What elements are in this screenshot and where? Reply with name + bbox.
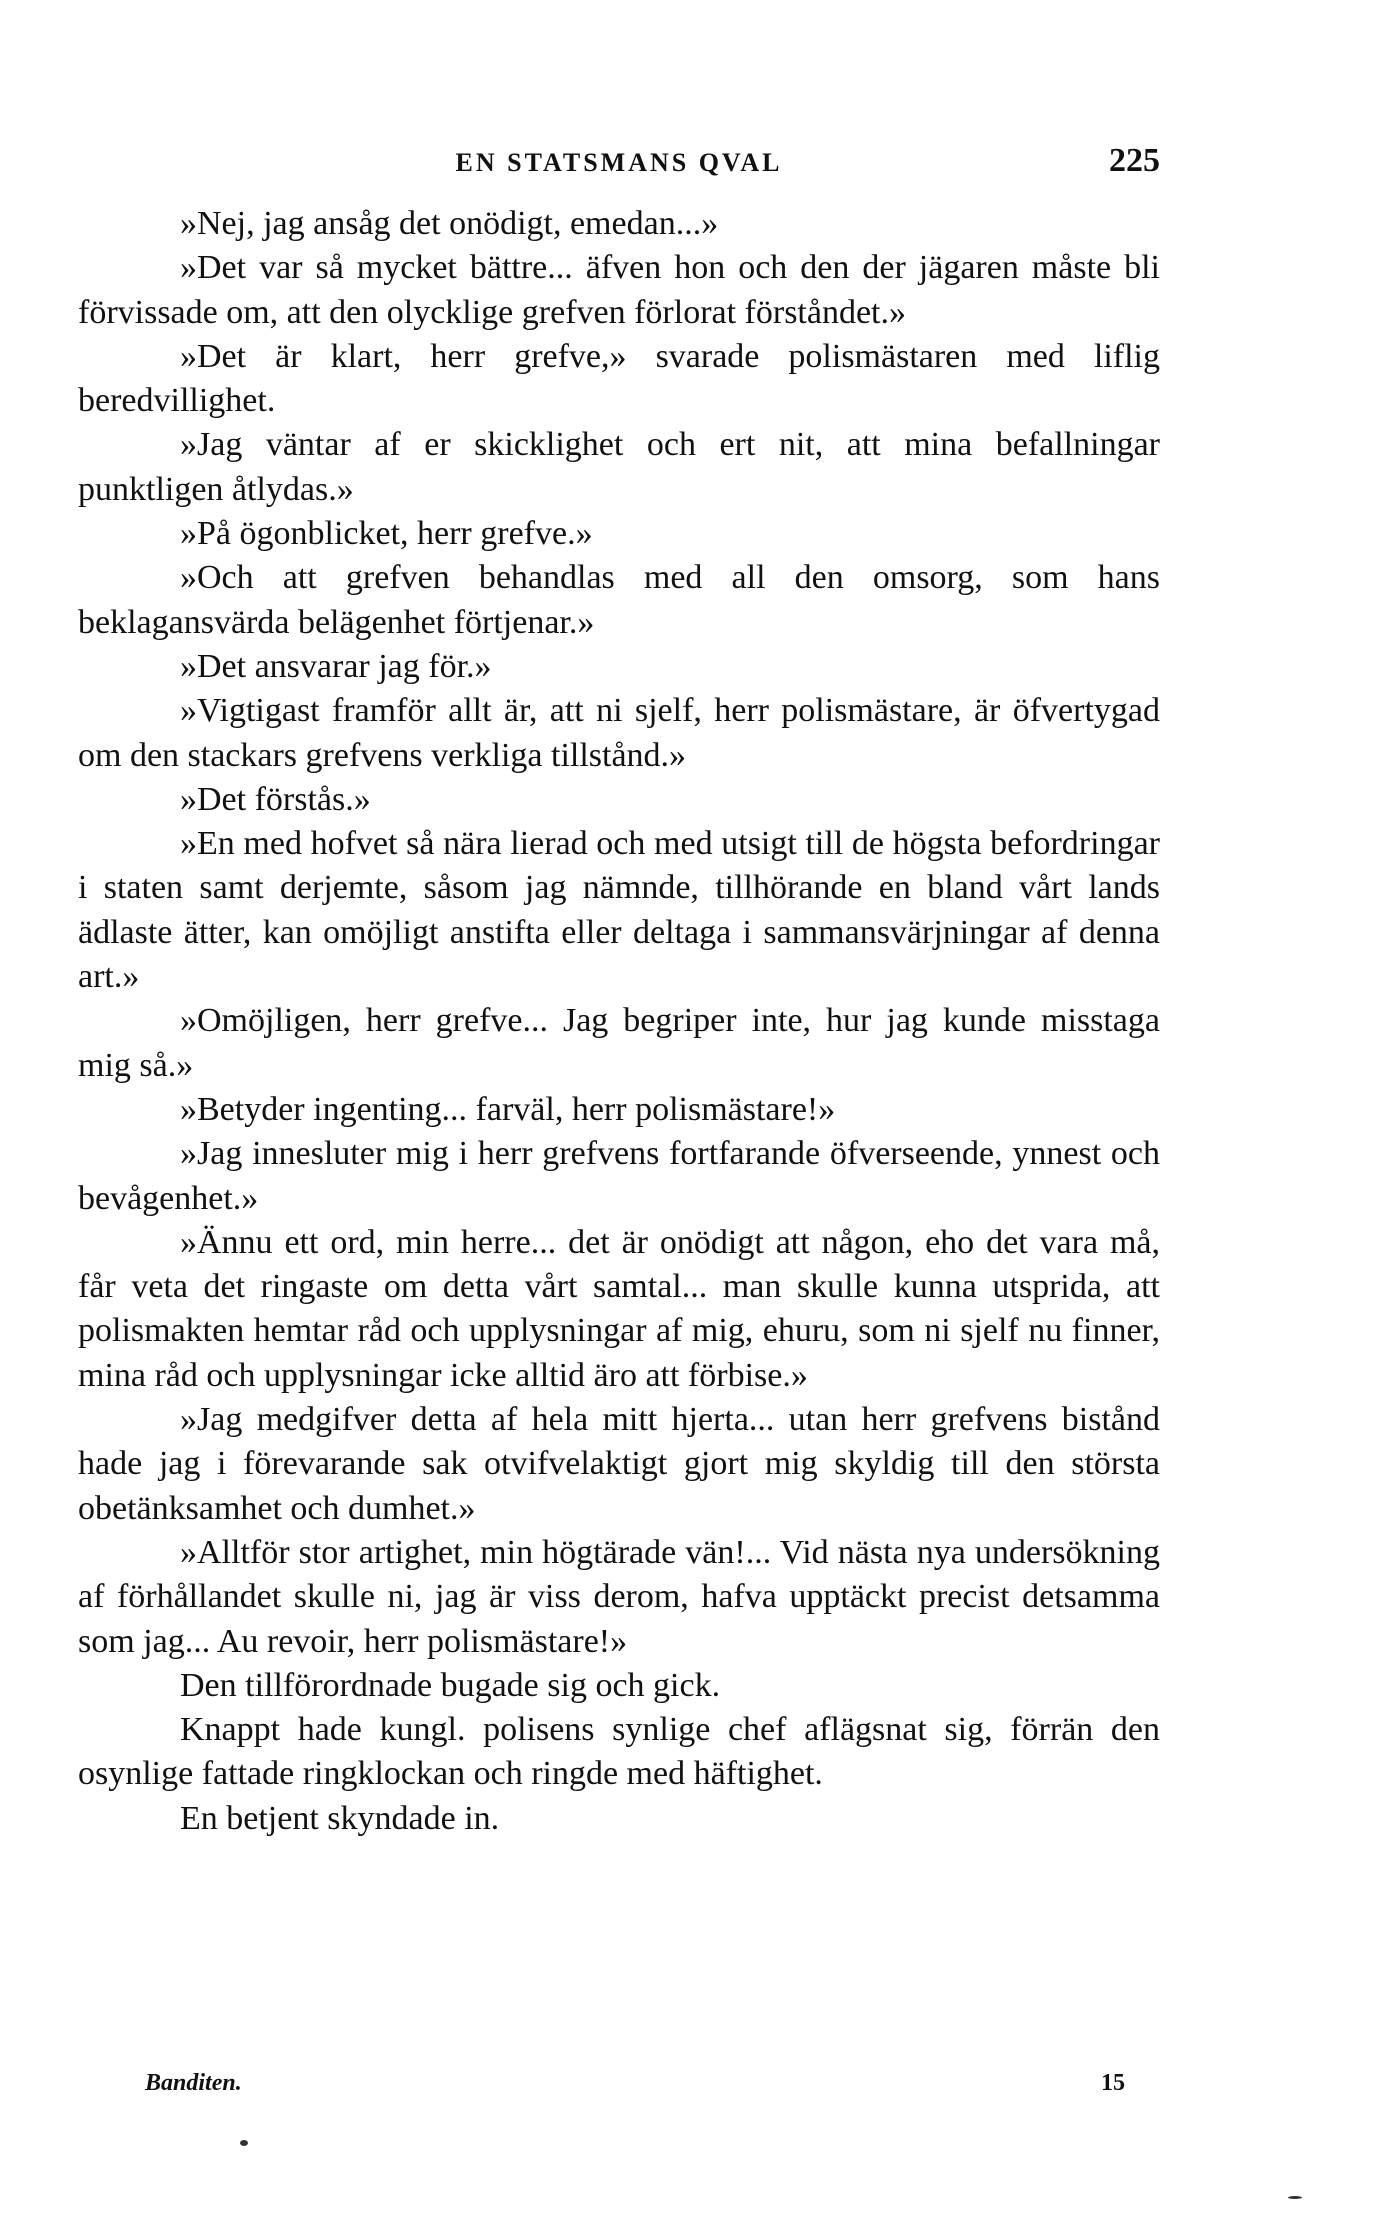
- signature-mark: Banditen.: [145, 2070, 242, 2096]
- paragraph: »Det förstås.»: [180, 780, 371, 818]
- paragraph: Den tillförordnade bugade sig och gick.: [180, 1666, 721, 1704]
- paragraph: »Jag medgifver detta af hela mitt hjerta... utan herr grefvens bistånd hade jag i förevarande sak otvifvelaktigt gjort mig skyldig till den största obetänksamhet och dumhet.»: [78, 1401, 1160, 1527]
- paragraph: En betjent skyndade in.: [180, 1799, 500, 1837]
- paragraph: »Det är klart, herr grefve,» svarade polismästaren med liflig beredvillighet.: [78, 337, 1160, 420]
- page-header: [78, 142, 1160, 182]
- running-title: EN STATSMANS QVAL: [455, 148, 783, 177]
- paragraph: »Alltför stor artighet, min högtärade vän!... Vid nästa nya undersökning af förhållandet skulle ni, jag är viss derom, hafva upptäckt precist detsamma som jag... Au revoir, herr polismästare!»: [78, 1533, 1160, 1660]
- paragraph: »Det var så mycket bättre... äfven hon och den der jägaren måste bli förvissade om, att den olycklige grefven förlorat förståndet.»: [78, 249, 1160, 331]
- paragraph: Knappt hade kungl. polisens synlige chef aflägsnat sig, förrän den osynlige fattade ringklockan och ringde med häftighet.: [78, 1711, 1160, 1793]
- paragraph: »Nej, jag ansåg det onödigt, emedan...»: [180, 205, 719, 242]
- paragraph: »Ännu ett ord, min herre... det är onödigt att någon, eho det vara må, får veta det ringaste om detta vårt samtal... man skulle kunna utsprida, att polismakten hemtar råd och upplysningar af mig, ehuru, som ni sjelf nu finner, mina råd och upplysningar icke alltid äro att förbise.»: [78, 1223, 1160, 1394]
- ink-speck: [1288, 2196, 1302, 2199]
- paragraph: »En med hofvet så nära lierad och med utsigt till de högsta befordringar i staten samt derjemte, såsom jag nämnde, tillhörande en bland vårt lands ädlaste ätter, kan omöjligt anstifta eller deltaga i sammansvärjningar af denna art.»: [78, 825, 1160, 996]
- paragraph: »Jag väntar af er skicklighet och ert nit, att mina befallningar punktligen åtlydas.»: [78, 426, 1160, 508]
- paragraph: »Vigtigast framför allt är, att ni sjelf, herr polismästare, är öfvertygad om den stackars grefvens verkliga tillstånd.»: [78, 692, 1160, 774]
- body-text: [78, 202, 1160, 1841]
- paragraph: »Det ansvarar jag för.»: [180, 647, 492, 685]
- page-number: 225: [1109, 142, 1160, 179]
- paragraph: »Jag innesluter mig i herr grefvens fortfarande öfverseende, ynnest och bevågenhet.»: [78, 1135, 1160, 1217]
- ink-speck: [240, 2140, 248, 2146]
- paragraph: »Omöjligen, herr grefve... Jag begriper inte, hur jag kunde misstaga mig så.»: [78, 1002, 1160, 1084]
- sheet-number: 15: [1101, 2070, 1125, 2096]
- paragraph: »Betyder ingenting... farväl, herr polismästare!»: [180, 1090, 836, 1128]
- paragraph: »Och att grefven behandlas med all den omsorg, som hans beklagansvärda belägenhet förtjenar.»: [78, 559, 1160, 641]
- page-footer: [145, 2070, 1125, 2110]
- paragraph: »På ögonblicket, herr grefve.»: [180, 515, 593, 553]
